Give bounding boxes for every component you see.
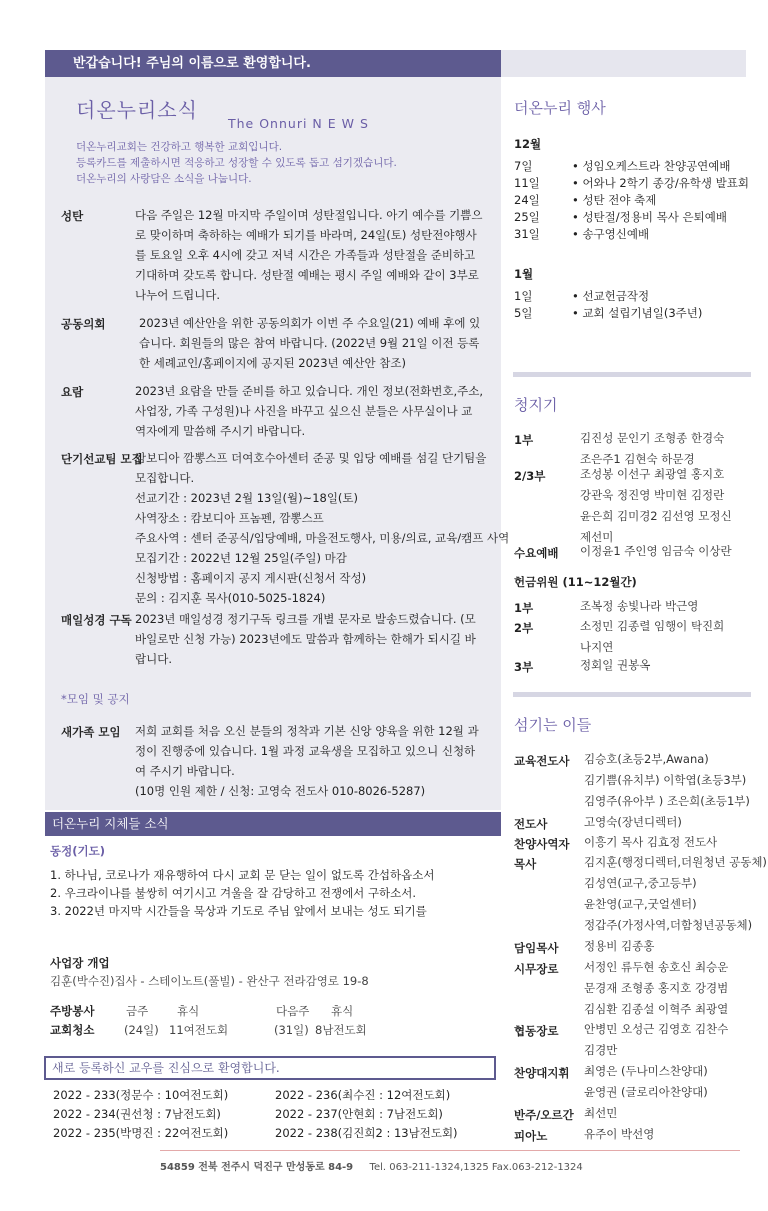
body-line: 2023년 요람을 만들 준비를 하고 있습니다. 개인 정보(전화번호,주소, — [135, 384, 484, 398]
footer — [160, 1158, 583, 1173]
names-line: 김경만 — [584, 1043, 618, 1057]
section-divider — [513, 372, 751, 377]
body-line: 선교기간 : 2023년 2월 13일(월)~18일(토) — [135, 491, 359, 505]
new-member: 2022 - 235(박명진 : 22여전도회) — [53, 1126, 229, 1140]
events-texts — [572, 288, 702, 322]
body-line: 문의 : 김지훈 목사(010-5025-1824) — [135, 591, 326, 605]
names-line: 윤영권 (글로리아찬양대) — [584, 1085, 708, 1099]
duty-cell: 8남전도회 — [315, 1023, 367, 1037]
body-line: 로 맞이하며 축하하는 예배가 되기를 바라며, 24일(토) 성탄전야행사 — [135, 228, 477, 242]
news-item-body — [135, 205, 482, 305]
names-line: 고영숙(장년디렉터) — [584, 815, 682, 829]
news-item-body — [135, 448, 509, 608]
server-label: 협동장로 — [514, 1024, 559, 1038]
body-line: 습니다. 회원들의 많은 참여 바랍니다. (2022년 9월 21일 이전 등록 — [139, 336, 480, 350]
news-item-body — [139, 313, 480, 373]
body-line: 모집기간 : 2022년 12월 25일(주일) 마감 — [135, 551, 347, 565]
names-line: 김기쁨(유치부) 이학엽(초등3부) — [584, 773, 747, 787]
welcome-banner: 반갑습니다! 주님의 이름으로 환영합니다. — [45, 50, 501, 77]
news-item-body — [135, 609, 476, 669]
news-item-head: 요람 — [61, 385, 84, 399]
body-line: 기대하며 갖도록 합니다. 성탄절 예배는 평시 주일 예배와 같이 3부로 — [135, 268, 479, 282]
news-item-head: 성탄 — [61, 209, 84, 223]
news-item-head: 새가족 모임 — [61, 725, 121, 739]
duty-label: 교회청소 — [50, 1023, 95, 1037]
event-text: • 성탄절/정용비 목사 은퇴예배 — [572, 210, 727, 224]
event-day: 31일 — [514, 227, 540, 241]
names-line: 김심환 김종설 이혁주 최광열 — [584, 1002, 729, 1016]
servers-title: 섬기는 이들 — [514, 716, 592, 734]
event-day: 7일 — [514, 159, 533, 173]
event-text: • 송구영신예배 — [572, 227, 650, 241]
prayer-item: 1. 하나님, 코로나가 재유행하여 다시 교회 문 닫는 일이 없도록 간섭하옵소서 — [50, 868, 435, 882]
cheongji-label: 1부 — [514, 433, 534, 447]
body-line: 저희 교회를 처음 오신 분들의 정착과 기본 신앙 양육을 위한 12월 과 — [135, 724, 479, 738]
news-item-head: 매일성경 구독 — [61, 613, 132, 627]
names-line: 강관욱 정진영 박미현 김정란 — [580, 488, 725, 502]
news-subtitle: The Onnuri N E W S — [228, 116, 369, 131]
body-line: 주요사역 : 센터 준공식/입당예배, 마을전도행사, 미용/의료, 교육/캠프 사역 — [135, 531, 510, 545]
intro-line: 등록카드를 제출하시면 적응하고 성장할 수 있도록 돕고 섬기겠습니다. — [76, 157, 397, 169]
names-line: 유주이 박선영 — [584, 1127, 655, 1141]
names-line: 이흥기 목사 김효정 전도사 — [584, 835, 718, 849]
names-line: 정갑주(가정사역,더함청년공동체) — [584, 918, 753, 932]
new-members-left — [53, 1086, 228, 1143]
events-title: 더온누리 행사 — [514, 99, 606, 117]
biz-text: 김훈(박수진)집사 - 스테이노트(풀빌) - 완산구 전라감영로 19-8 — [50, 974, 369, 988]
body-line: 한 세례교인/홈페이지에 공지된 2023년 예산안 참조) — [139, 356, 406, 370]
event-text: • 성임오케스트라 찬양공연예배 — [572, 159, 731, 173]
server-names — [584, 936, 654, 957]
event-day: 24일 — [514, 193, 540, 207]
duty-cell: (31일) — [274, 1023, 309, 1037]
hungeum-names — [580, 596, 698, 617]
new-members-title: 새로 등록하신 교우를 진심으로 환영합니다. — [44, 1056, 496, 1080]
events-days — [514, 158, 540, 243]
names-line: 김성연(교구,중고등부) — [584, 876, 697, 890]
news-title: 더온누리소식 — [76, 98, 198, 122]
new-member: 2022 - 234(권선청 : 7남전도회) — [53, 1107, 221, 1121]
names-line: 나지연 — [580, 640, 614, 654]
hungeum-label: 2부 — [514, 621, 534, 635]
body-line: 랍니다. — [135, 652, 172, 666]
body-line: 캄보디아 깜뽕스프 더여호수아센터 준공 및 입당 예배를 섬길 단기팀을 — [135, 451, 487, 465]
duty-cell: (24일) — [124, 1023, 159, 1037]
names-line: 이정윤1 주인영 임금숙 이상란 — [580, 544, 732, 558]
event-day: 11일 — [514, 176, 540, 190]
cheongji-label: 수요예배 — [514, 546, 559, 560]
server-label: 피아노 — [514, 1129, 548, 1143]
body-line: (10명 인원 제한 / 신청: 고영숙 전도사 010-8026-5287) — [135, 784, 426, 798]
duty-cell: 11여전도회 — [169, 1023, 229, 1037]
hungeum-label: 3부 — [514, 660, 534, 674]
body-line: 나누어 드립니다. — [135, 288, 221, 302]
footer-contact: Tel. 063-211-1324,1325 Fax.063-212-1324 — [369, 1162, 583, 1173]
hungeum-title: 헌금위원 (11~12월간) — [514, 575, 637, 589]
body-line: 여 주시기 바랍니다. — [135, 764, 235, 778]
body-line: 모집합니다. — [135, 471, 195, 485]
server-label: 찬양사역자 — [514, 837, 570, 851]
duty-label: 주방봉사 — [50, 1004, 95, 1018]
names-line: 정용비 김종홍 — [584, 939, 655, 953]
event-text: • 선교헌금작정 — [572, 289, 650, 303]
new-member: 2022 - 238(김진희2 : 13남전도회) — [275, 1126, 458, 1140]
prayer-label: 동정(기도) — [50, 844, 105, 858]
hungeum-names — [580, 655, 650, 676]
server-label: 담임목사 — [514, 941, 559, 955]
body-line: 사역장소 : 캄보디아 프놈펜, 깜뽕스프 — [135, 511, 324, 525]
server-label: 찬양대지휘 — [514, 1066, 570, 1080]
intro-line: 더온누리교회는 건강하고 행복한 교회입니다. — [76, 141, 283, 153]
events-texts — [572, 158, 749, 243]
body-line: 를 토요일 오후 4시에 갖고 저녁 시간은 가족들과 성탄절을 준비하고 — [135, 248, 476, 262]
hungeum-names — [580, 616, 724, 658]
news-item-body — [135, 381, 483, 441]
news-intro — [76, 139, 397, 187]
welcome-banner-right — [501, 50, 746, 77]
names-line: 조은주1 김현숙 하문경 — [580, 452, 695, 466]
news-item-head: 공동의회 — [61, 317, 106, 331]
server-names — [584, 832, 717, 853]
new-members-right — [275, 1086, 458, 1143]
events-month: 1월 — [514, 267, 534, 281]
event-text: • 교회 설립기념일(3주년) — [572, 306, 703, 320]
prayer-list — [50, 866, 434, 920]
duty-cell: 휴식 — [177, 1004, 200, 1018]
new-member: 2022 - 233(정문수 : 10여전도회) — [53, 1088, 229, 1102]
names-line: 김승호(초등2부,Awana) — [584, 752, 709, 766]
names-line: 김지훈(행정디렉터,더원청년 공동체) — [584, 855, 767, 869]
names-line: 소정민 김종렬 임행이 탁진희 — [580, 619, 725, 633]
event-text: • 어와나 2학기 종강/유학생 발표회 — [572, 176, 750, 190]
server-label: 교육전도사 — [514, 754, 570, 768]
news-item-head: 단기선교팀 모집 — [61, 452, 143, 466]
names-line: 조복정 송빛나라 박근영 — [580, 599, 699, 613]
biz-label: 사업장 개업 — [50, 956, 110, 970]
duty-cell: 금주 — [126, 1004, 149, 1018]
server-label: 전도사 — [514, 817, 548, 831]
names-line: 최영은 (두나미스찬양대) — [584, 1064, 708, 1078]
cheongji-label: 2/3부 — [514, 469, 546, 483]
body-line: 정이 진행중에 있습니다. 1월 과정 교육생을 모집하고 있으니 신청하 — [135, 744, 476, 758]
cheongji-title: 청지기 — [514, 396, 558, 414]
names-line: 정회일 권봉옥 — [580, 658, 651, 672]
duty-cell: 다음주 — [276, 1004, 310, 1018]
notice-label: *모임 및 공지 — [61, 692, 130, 706]
body-line: 다음 주일은 12월 마지막 주일이며 성탄절입니다. 아기 예수를 기쁨으 — [135, 208, 483, 222]
names-line: 윤은희 김미경2 김선영 모정신 — [580, 509, 732, 523]
footer-divider — [160, 1150, 740, 1151]
server-names — [584, 1103, 617, 1124]
names-line: 제선미 — [580, 530, 614, 544]
names-line: 윤찬영(교구,굿얼센터) — [584, 897, 697, 911]
intro-line: 더온누리의 사랑담은 소식을 나눕니다. — [76, 173, 252, 185]
server-names — [584, 749, 750, 812]
prayer-item: 2. 우크라이나를 불쌍히 여기시고 겨울을 잘 감당하고 전쟁에서 구하소서. — [50, 886, 417, 900]
cheongji-names — [580, 464, 732, 548]
server-names — [584, 1019, 728, 1061]
hungeum-label: 1부 — [514, 601, 534, 615]
server-label: 목사 — [514, 857, 537, 871]
names-line: 안병민 오성근 김영호 김찬수 — [584, 1022, 729, 1036]
server-names — [584, 852, 767, 936]
body-line: 바일로만 신청 가능) 2023년에도 말씀과 함께하는 한해가 되시길 바 — [135, 632, 476, 646]
server-names — [584, 1061, 708, 1103]
body-line: 역자에게 말씀해 주시기 바랍니다. — [135, 424, 306, 438]
body-line: 2023년 예산안을 위한 공동의회가 이번 주 수요일(21) 예배 후에 있 — [139, 316, 481, 330]
new-member: 2022 - 237(안현회 : 7남전도회) — [275, 1107, 443, 1121]
server-names — [584, 957, 728, 1020]
footer-address: 54859 전북 전주시 덕진구 만성동로 84-9 — [160, 1162, 354, 1173]
events-month: 12월 — [514, 137, 542, 151]
event-day: 1일 — [514, 289, 533, 303]
event-day: 25일 — [514, 210, 540, 224]
body-line: 2023년 매일성경 정기구독 링크를 개별 문자로 발송드렸습니다. (모 — [135, 612, 476, 626]
event-day: 5일 — [514, 306, 533, 320]
server-names — [584, 1124, 654, 1145]
names-line: 서정인 류두현 송호신 최승운 — [584, 960, 729, 974]
names-line: 김진성 문인기 조형종 한경숙 — [580, 431, 725, 445]
events-days — [514, 288, 532, 322]
body-line: 신청방법 : 홈페이지 공지 게시판(신청서 작성) — [135, 571, 367, 585]
server-label: 시무장로 — [514, 962, 559, 976]
server-names — [584, 812, 682, 833]
branch-news-title: 더온누리 지체들 소식 — [45, 812, 501, 836]
duty-cell: 휴식 — [331, 1004, 354, 1018]
prayer-item: 3. 2022년 마지막 시간들을 묵상과 기도로 주님 앞에서 보내는 성도 되기를 — [50, 904, 427, 918]
names-line: 조성봉 이선구 최광열 홍지호 — [580, 467, 725, 481]
new-member: 2022 - 236(최수진 : 12여전도회) — [275, 1088, 451, 1102]
body-line: 사업장, 가족 구성원)나 사진을 바꾸고 싶으신 분들은 사무실이나 교 — [135, 404, 473, 418]
names-line: 문경재 조형종 홍지호 강경범 — [584, 981, 729, 995]
event-text: • 성탄 전야 축제 — [572, 193, 657, 207]
section-divider — [513, 692, 751, 697]
cheongji-names — [580, 541, 732, 562]
server-label: 반주/오르간 — [514, 1108, 574, 1122]
names-line: 최선민 — [584, 1106, 618, 1120]
names-line: 김영주(유아부 ) 조은희(초등1부) — [584, 794, 750, 808]
news-item-body — [135, 721, 479, 801]
